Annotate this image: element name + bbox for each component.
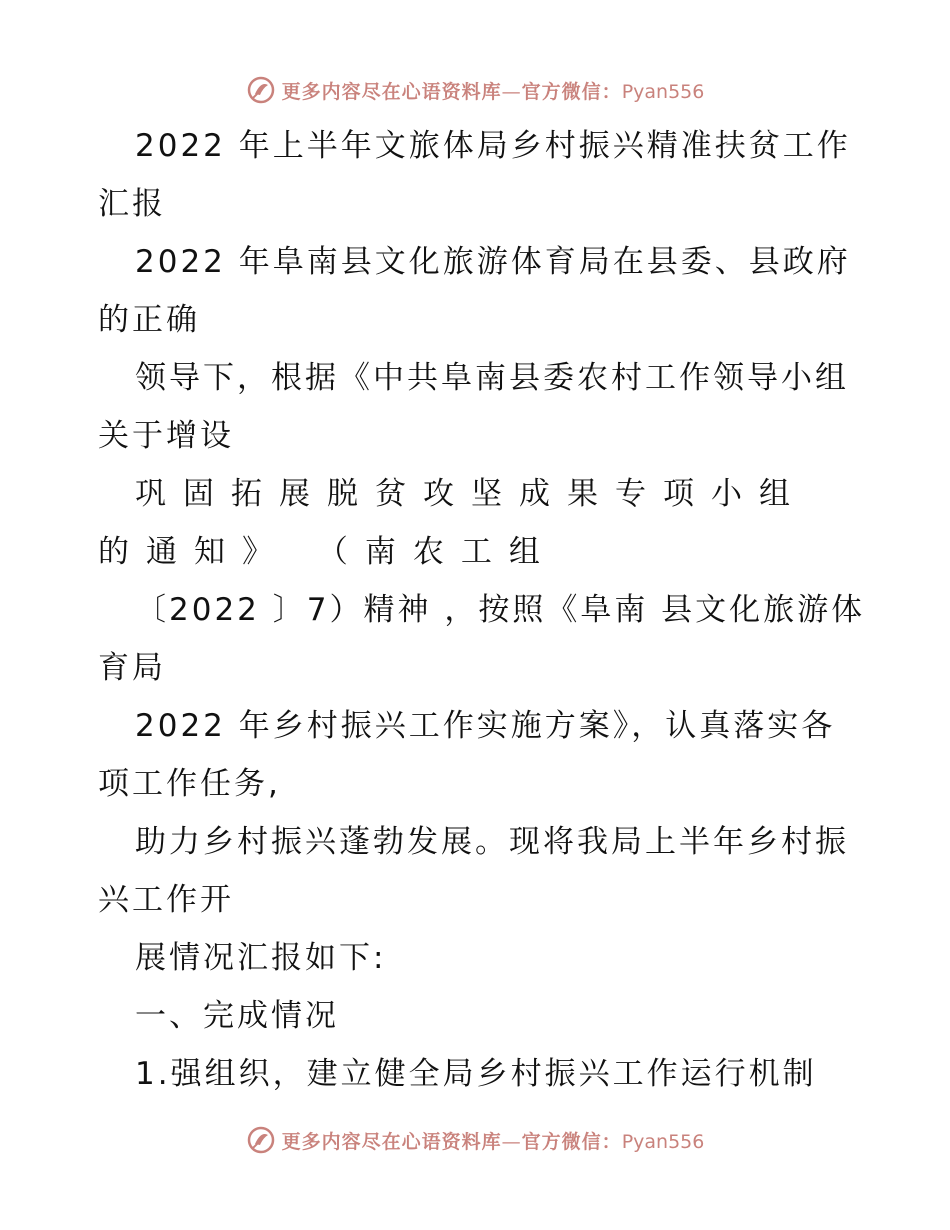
banner-text — [282, 77, 705, 104]
brand-logo-icon — [246, 1125, 276, 1155]
paragraph-line: 巩固拓展脱贫攻坚成果专项小组 — [135, 476, 807, 512]
subsection-heading: 1.强组织，建立健全局乡村振兴工作运行机制 — [135, 1056, 817, 1092]
paragraph-line: 的正确 — [98, 302, 200, 338]
brand-logo-icon — [246, 75, 276, 105]
banner-wechat-label: 官方微信： — [521, 80, 622, 103]
banner-main-text: 更多内容尽在心语资料库 — [281, 80, 502, 103]
banner-separator: — — [501, 1130, 522, 1153]
paragraph-line: 2022 年乡村振兴工作实施方案》，认真落实各 — [135, 708, 836, 744]
paragraph-line: 项工作任务, — [98, 766, 281, 802]
banner-wechat-label: 官方微信： — [521, 1130, 622, 1153]
banner-text — [282, 1127, 705, 1154]
paragraph-line: 的通知》 （南农工组 — [98, 534, 557, 570]
header-watermark-banner — [0, 70, 950, 110]
section-heading: 一、完成情况 — [135, 998, 339, 1034]
banner-wechat-id: Pyan556 — [621, 80, 705, 103]
paragraph-line: 领导下，根据《中共阜南县委农村工作领导小组 — [135, 360, 849, 396]
banner-separator: — — [501, 80, 522, 103]
paragraph-line: 助力乡村振兴蓬勃发展。现将我局上半年乡村振 — [135, 824, 849, 860]
footer-watermark-banner — [0, 1120, 950, 1160]
banner-wechat-id: Pyan556 — [621, 1130, 705, 1153]
banner-main-text: 更多内容尽在心语资料库 — [281, 1130, 502, 1153]
paragraph-line: 展情况汇报如下: — [135, 940, 387, 976]
paragraph-line: 兴工作开 — [98, 882, 234, 918]
paragraph-line: 2022 年阜南县文化旅游体育局在县委、县政府 — [135, 244, 851, 280]
title-line-1: 2022 年上半年文旅体局乡村振兴精准扶贫工作 — [135, 128, 851, 164]
paragraph-line: 育局 — [98, 650, 166, 686]
paragraph-line: 〔2022 〕7）精神 ，按照《阜南 县文化旅游体 — [135, 592, 866, 628]
paragraph-line: 关于增设 — [98, 418, 234, 454]
title-line-2: 汇报 — [98, 186, 166, 222]
